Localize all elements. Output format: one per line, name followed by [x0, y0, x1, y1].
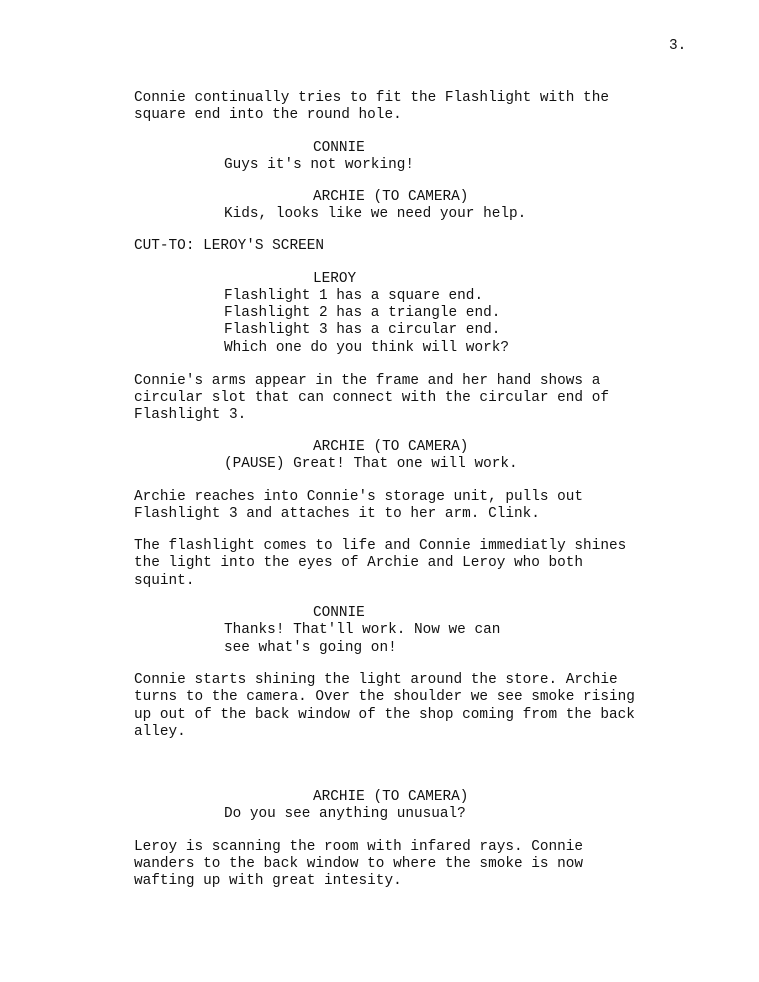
dialogue-line: Thanks! That'll work. Now we can — [224, 622, 501, 638]
character-name: CONNIE — [313, 140, 365, 156]
action-line: Leroy is scanning the room with infared rays. Connie — [134, 839, 584, 855]
action-line: Flashlight 3. — [134, 407, 247, 423]
action-line: Connie's arms appear in the frame and her hand shows a — [134, 373, 601, 389]
action-line: turns to the camera. Over the shoulder we see smoke rising — [134, 689, 635, 705]
dialogue-line: (PAUSE) Great! That one will work. — [224, 456, 518, 472]
dialogue-line: Flashlight 3 has a circular end. — [224, 322, 501, 338]
action-line: square end into the round hole. — [134, 107, 402, 123]
dialogue-line: see what's going on! — [224, 640, 397, 656]
character-name: CONNIE — [313, 605, 365, 621]
action-line: wafting up with great intesity. — [134, 873, 402, 889]
action-line: the light into the eyes of Archie and Leroy who both — [134, 555, 584, 571]
character-name: LEROY — [313, 271, 357, 287]
action-line: Flashlight 3 and attaches it to her arm. Clink. — [134, 506, 540, 522]
action-line: Connie starts shining the light around the store. Archie — [134, 672, 618, 688]
dialogue-line: Guys it's not working! — [224, 157, 414, 173]
action-line: wanders to the back window to where the smoke is now — [134, 856, 584, 872]
dialogue-line: Do you see anything unusual? — [224, 806, 466, 822]
character-name: ARCHIE (TO CAMERA) — [313, 789, 469, 805]
action-line: up out of the back window of the shop coming from the back — [134, 707, 635, 723]
action-line: Connie continually tries to fit the Flashlight with the — [134, 90, 609, 106]
action-line: alley. — [134, 724, 186, 740]
page-number: 3. — [669, 38, 687, 54]
action-line: The flashlight comes to life and Connie immediatly shines — [134, 538, 627, 554]
dialogue-line: Flashlight 1 has a square end. — [224, 288, 484, 304]
action-line: Archie reaches into Connie's storage unit, pulls out — [134, 489, 584, 505]
scene-transition: CUT-TO: LEROY'S SCREEN — [134, 238, 324, 254]
character-name: ARCHIE (TO CAMERA) — [313, 189, 469, 205]
character-name: ARCHIE (TO CAMERA) — [313, 439, 469, 455]
dialogue-line: Flashlight 2 has a triangle end. — [224, 305, 501, 321]
action-line: squint. — [134, 573, 195, 589]
dialogue-line: Which one do you think will work? — [224, 340, 509, 356]
dialogue-line: Kids, looks like we need your help. — [224, 206, 527, 222]
action-line: circular slot that can connect with the circular end of — [134, 390, 609, 406]
